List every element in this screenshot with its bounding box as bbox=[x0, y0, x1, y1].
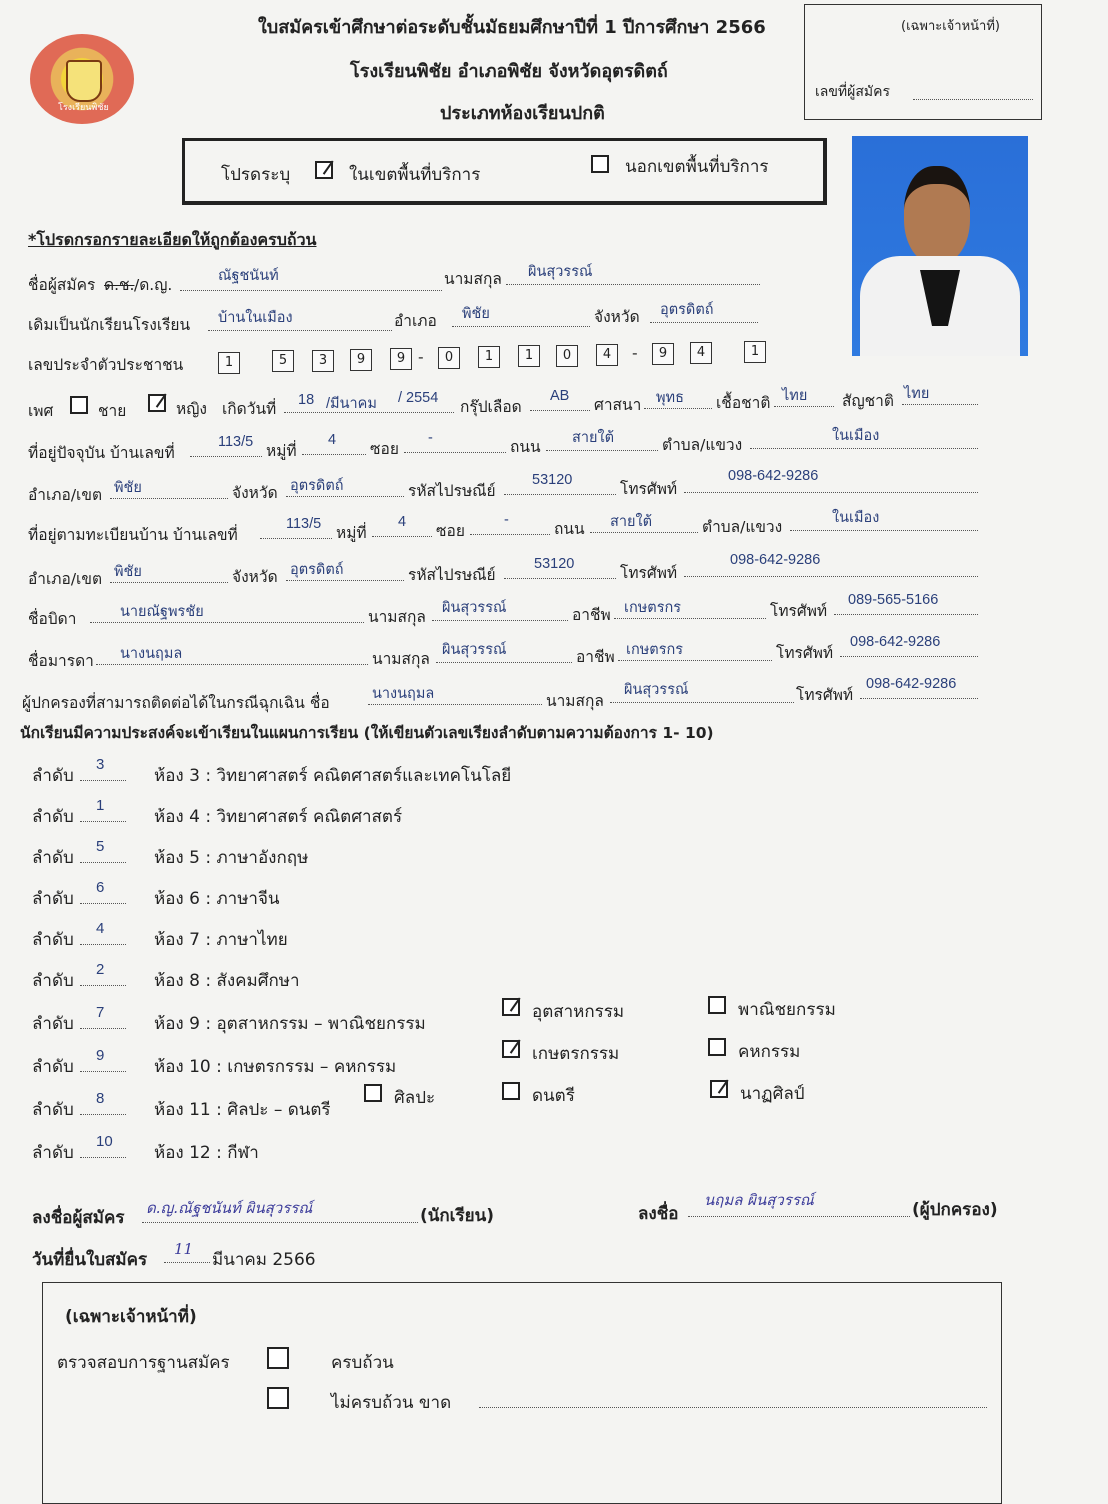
out-area-checkbox[interactable] bbox=[591, 155, 609, 173]
plans-heading: นักเรียนมีความประสงค์จะเข้าเรียนในแผนการเรียน (ให้เขียนตัวเลขเรียงลำดับตามความต้องการ 1- 10) bbox=[20, 724, 714, 742]
id-digit[interactable]: 3 bbox=[312, 350, 334, 372]
plan-order-label: ลำดับ bbox=[32, 889, 74, 909]
check-label: ตรวจสอบการฐานสมัคร bbox=[57, 1353, 230, 1373]
student-suffix: (นักเรียน) bbox=[420, 1206, 494, 1226]
plan-rank-field[interactable]: 1 bbox=[96, 797, 105, 814]
id-digit[interactable]: 9 bbox=[652, 343, 674, 365]
plan-rank-field[interactable]: 3 bbox=[96, 756, 105, 773]
logo-emblem-icon bbox=[66, 60, 102, 102]
name-prefix-struck: ด.ช. bbox=[104, 276, 135, 294]
school-name: โรงเรียนพิชัย อำเภอพิชัย จังหวัดอุตรดิตถ์ bbox=[350, 61, 668, 82]
plan-rank-field[interactable]: 10 bbox=[96, 1133, 113, 1150]
in-area-checkbox[interactable] bbox=[315, 161, 333, 179]
mother-phone-field[interactable]: 098-642-9286 bbox=[850, 634, 941, 650]
religion-label: ศาสนา bbox=[594, 396, 642, 414]
old-province-label: จังหวัด bbox=[594, 308, 640, 326]
home-checkbox[interactable] bbox=[708, 1038, 726, 1056]
official-title: (เฉพาะเจ้าหน้าที่) bbox=[65, 1307, 197, 1327]
reg-moo-line bbox=[372, 536, 432, 537]
current-phone-line bbox=[684, 492, 978, 493]
reg-moo-label: หมู่ที่ bbox=[336, 524, 367, 542]
agri-label: เกษตรกรรม bbox=[532, 1044, 620, 1064]
current-soi-field[interactable]: - bbox=[428, 430, 433, 446]
father-occupation-field[interactable]: เกษตรกร bbox=[624, 600, 682, 616]
mother-name-field[interactable]: นางนฤมล bbox=[120, 646, 183, 662]
art-label: ศิลปะ bbox=[394, 1088, 436, 1108]
old-district-line bbox=[452, 326, 590, 327]
plan-room-label: ห้อง 7 : ภาษาไทย bbox=[154, 930, 288, 950]
id-digit[interactable]: 0 bbox=[556, 345, 578, 367]
drama-label: นาฏศิลป์ bbox=[740, 1084, 805, 1104]
mother-phone-label: โทรศัพท์ bbox=[776, 644, 834, 662]
current-postal-label: รหัสไปรษณีย์ bbox=[408, 482, 496, 500]
applicant-no-field[interactable] bbox=[913, 99, 1033, 100]
plan-rank-line bbox=[80, 821, 126, 822]
agri-checkbox[interactable] bbox=[502, 1040, 520, 1058]
reg-subdistrict-field[interactable]: ในเมือง bbox=[832, 510, 880, 526]
reg-road-label: ถนน bbox=[554, 520, 585, 538]
reg-phone-label: โทรศัพท์ bbox=[620, 564, 678, 582]
current-postal-field[interactable]: 53120 bbox=[532, 472, 573, 488]
surname-label: นามสกุล bbox=[444, 270, 502, 288]
guardian-label: ผู้ปกครองที่สามารถติดต่อได้ในกรณีฉุกเฉิน ชื่อ bbox=[22, 694, 330, 712]
area-selection-box bbox=[182, 138, 827, 205]
plan-room-label: ห้อง 6 : ภาษาจีน bbox=[154, 889, 280, 909]
guardian-signature[interactable]: นฤมล ผินสุวรรณ์ bbox=[704, 1191, 814, 1209]
current-amphoe-field[interactable]: พิชัย bbox=[114, 480, 142, 496]
applicant-signature[interactable]: ด.ญ.ณัฐชนันท์ ผินสุวรรณ์ bbox=[146, 1199, 313, 1217]
applicant-photo bbox=[852, 136, 1028, 356]
current-house-field[interactable]: 113/5 bbox=[218, 434, 254, 450]
plan-rank-line bbox=[80, 944, 126, 945]
industry-label: อุตสาหกรรม bbox=[532, 1002, 625, 1022]
complete-checkbox[interactable] bbox=[267, 1347, 289, 1369]
name-prefix: /ด.ญ. bbox=[134, 276, 173, 294]
out-area-label: นอกเขตพื้นที่บริการ bbox=[625, 157, 769, 177]
father-occupation-label: อาชีพ bbox=[572, 606, 611, 624]
plan-rank-field[interactable]: 8 bbox=[96, 1090, 105, 1107]
id-digit[interactable]: 1 bbox=[744, 341, 766, 363]
drama-checkbox[interactable] bbox=[710, 1080, 728, 1098]
father-surname-line bbox=[432, 620, 568, 621]
mother-surname-label: นามสกุล bbox=[372, 650, 430, 668]
reg-road-field[interactable]: สายใต้ bbox=[610, 514, 652, 530]
religion-field[interactable]: พุทธ bbox=[656, 390, 684, 406]
old-district-field[interactable]: พิชัย bbox=[462, 306, 490, 322]
plan-room-label: ห้อง 11 : ศิลปะ – ดนตรี bbox=[154, 1100, 331, 1120]
plan-rank-field[interactable]: 2 bbox=[96, 961, 105, 978]
name-label: ชื่อผู้สมัคร bbox=[28, 276, 96, 294]
date-label: วันที่ยื่นใบสมัคร bbox=[32, 1250, 148, 1270]
current-province-field[interactable]: อุตรดิตถ์ bbox=[290, 478, 344, 494]
blood-field[interactable]: AB bbox=[550, 388, 570, 404]
reg-province-field[interactable]: อุตรดิตถ์ bbox=[290, 562, 344, 578]
mother-label: ชื่อมารดา bbox=[28, 652, 94, 670]
plan-rank-line bbox=[80, 1028, 126, 1029]
applicant-sign-line bbox=[142, 1222, 418, 1223]
race-label: เชื้อชาติ bbox=[716, 394, 771, 412]
id-digit[interactable]: 5 bbox=[272, 350, 294, 372]
incomplete-reason-field[interactable] bbox=[479, 1407, 987, 1408]
art-checkbox[interactable] bbox=[364, 1084, 382, 1102]
plan-order-label: ลำดับ bbox=[32, 971, 74, 991]
current-moo-field[interactable]: 4 bbox=[328, 432, 337, 448]
music-label: ดนตรี bbox=[532, 1086, 575, 1106]
reg-subdistrict-label: ตำบล/แขวง bbox=[702, 518, 783, 536]
old-province-field[interactable]: อุตรดิตถ์ bbox=[660, 302, 714, 318]
mother-surname-line bbox=[436, 662, 572, 663]
in-area-label: ในเขตพื้นที่บริการ bbox=[349, 165, 481, 185]
current-road-field[interactable]: สายใต้ bbox=[572, 430, 614, 446]
guardian-phone-label: โทรศัพท์ bbox=[796, 686, 854, 704]
reg-soi-field[interactable]: - bbox=[504, 512, 509, 528]
father-phone-label: โทรศัพท์ bbox=[770, 602, 828, 620]
father-name-field[interactable]: นายณัฐพรชัย bbox=[120, 604, 204, 620]
old-school-field[interactable]: บ้านในเมือง bbox=[218, 310, 293, 326]
current-phone-label: โทรศัพท์ bbox=[620, 480, 678, 498]
plan-rank-line bbox=[80, 985, 126, 986]
id-digit[interactable]: 9 bbox=[350, 349, 372, 371]
class-type: ประเภทห้องเรียนปกติ bbox=[440, 103, 605, 124]
reg-soi-label: ซอย bbox=[436, 522, 465, 540]
blood-label: กรุ๊ปเลือด bbox=[460, 398, 522, 416]
old-district-label: อำเภอ bbox=[394, 312, 437, 330]
official-use-box bbox=[804, 4, 1042, 120]
nationality-label: สัญชาติ bbox=[842, 392, 894, 410]
commerce-checkbox[interactable] bbox=[708, 996, 726, 1014]
plan-order-label: ลำดับ bbox=[32, 1143, 74, 1163]
commerce-label: พาณิชยกรรม bbox=[738, 1000, 836, 1020]
plan-rank-field[interactable]: 4 bbox=[96, 920, 105, 937]
mother-occupation-field[interactable]: เกษตรกร bbox=[626, 642, 684, 658]
birth-label: เกิดวันที่ bbox=[222, 400, 277, 418]
id-label: เลขประจำตัวประชาชน bbox=[28, 356, 184, 374]
male-checkbox[interactable] bbox=[70, 396, 88, 414]
nationality-field[interactable]: ไทย bbox=[904, 386, 930, 402]
father-label: ชื่อบิดา bbox=[28, 610, 77, 628]
id-digit[interactable]: 1 bbox=[218, 352, 240, 374]
plan-room-label: ห้อง 10 : เกษตรกรรม – คหกรรม bbox=[154, 1057, 397, 1077]
plan-rank-field[interactable]: 5 bbox=[96, 838, 105, 855]
school-logo bbox=[30, 34, 134, 124]
reg-phone-field[interactable]: 098-642-9286 bbox=[730, 552, 821, 568]
surname-line bbox=[506, 284, 760, 285]
plan-rank-line bbox=[80, 862, 126, 863]
reg-amphoe-field[interactable]: พิชัย bbox=[114, 564, 142, 580]
plan-rank-line bbox=[80, 1114, 126, 1115]
father-phone-line bbox=[834, 614, 978, 615]
form-title: ใบสมัครเข้าศึกษาต่อระดับชั้นมัธยมศึกษาปีที่ 1 ปีการศึกษา 2566 bbox=[258, 17, 766, 38]
male-label: ชาย bbox=[98, 402, 127, 420]
current-moo-line bbox=[302, 454, 366, 455]
plan-order-label: ลำดับ bbox=[32, 1057, 74, 1077]
current-soi-label: ซอย bbox=[370, 440, 399, 458]
plan-room-label: ห้อง 5 : ภาษาอังกฤษ bbox=[154, 848, 309, 868]
old-province-line bbox=[650, 322, 758, 323]
official-check-box bbox=[42, 1282, 1002, 1504]
father-surname-field[interactable]: ผินสุวรรณ์ bbox=[442, 600, 507, 616]
reg-soi-line bbox=[470, 534, 550, 535]
plan-rank-field[interactable]: 9 bbox=[96, 1047, 105, 1064]
incomplete-checkbox[interactable] bbox=[267, 1387, 289, 1409]
area-prompt: โปรดระบุ bbox=[221, 165, 291, 185]
sex-label: เพศ bbox=[28, 402, 54, 420]
mother-phone-line bbox=[840, 656, 978, 657]
current-soi-line bbox=[404, 452, 506, 453]
reg-house-field[interactable]: 113/5 bbox=[286, 516, 322, 532]
date-rest: มีนาคม 2566 bbox=[212, 1250, 316, 1270]
surname-field[interactable]: ผินสุวรรณ์ bbox=[528, 264, 593, 280]
guardian-surname-field[interactable]: ผินสุวรรณ์ bbox=[624, 682, 689, 698]
old-school-line bbox=[208, 330, 392, 331]
id-separator: - bbox=[418, 348, 424, 366]
guardian-sign-label: ลงชื่อ bbox=[638, 1204, 679, 1224]
current-subdistrict-label: ตำบล/แขวง bbox=[662, 436, 743, 454]
plan-room-label: ห้อง 9 : อุตสาหกรรม – พาณิชยกรรม bbox=[154, 1014, 426, 1034]
first-name-field[interactable]: ณัฐชนันท์ bbox=[218, 268, 279, 284]
date-day-line bbox=[164, 1262, 210, 1263]
plan-rank-line bbox=[80, 1071, 126, 1072]
id-digit[interactable]: 1 bbox=[518, 345, 540, 367]
current-subdistrict-line bbox=[750, 448, 978, 449]
reg-subdistrict-line bbox=[790, 530, 978, 531]
plan-room-label: ห้อง 4 : วิทยาศาสตร์ คณิตศาสตร์ bbox=[154, 807, 403, 827]
current-postal-line bbox=[504, 494, 616, 495]
applicant-sign-label: ลงชื่อผู้สมัคร bbox=[32, 1208, 125, 1228]
date-day-field[interactable]: 11 bbox=[174, 1240, 194, 1258]
current-road-label: ถนน bbox=[510, 438, 541, 456]
first-name-line bbox=[180, 290, 442, 291]
applicant-no-label: เลขที่ผู้สมัคร bbox=[815, 84, 891, 100]
current-address-label: ที่อยู่ปัจจุบัน บ้านเลขที่ bbox=[28, 444, 175, 462]
current-house-line bbox=[190, 456, 262, 457]
reg-amphoe-label: อำเภอ/เขต bbox=[28, 570, 103, 588]
plan-room-label: ห้อง 8 : สังคมศึกษา bbox=[154, 971, 300, 991]
plan-order-label: ลำดับ bbox=[32, 1100, 74, 1120]
reg-address-label: ที่อยู่ตามทะเบียนบ้าน บ้านเลขที่ bbox=[28, 526, 238, 544]
current-amphoe-label: อำเภอ/เขต bbox=[28, 486, 103, 504]
plan-rank-field[interactable]: 6 bbox=[96, 879, 105, 896]
female-label: หญิง bbox=[176, 400, 207, 418]
music-checkbox[interactable] bbox=[502, 1082, 520, 1100]
current-phone-field[interactable]: 098-642-9286 bbox=[728, 468, 819, 484]
birth-year-field[interactable]: / 2554 bbox=[398, 390, 439, 406]
plan-rank-line bbox=[80, 1157, 126, 1158]
reg-postal-label: รหัสไปรษณีย์ bbox=[408, 566, 496, 584]
guardian-phone-field[interactable]: 098-642-9286 bbox=[866, 676, 957, 692]
reg-phone-line bbox=[684, 576, 978, 577]
id-digit[interactable]: 4 bbox=[690, 342, 712, 364]
current-subdistrict-field[interactable]: ในเมือง bbox=[832, 428, 880, 444]
father-phone-field[interactable]: 089-565-5166 bbox=[848, 592, 939, 608]
reg-province-label: จังหวัด bbox=[232, 568, 278, 586]
guardian-surname-label: นามสกุล bbox=[546, 692, 604, 710]
father-surname-label: นามสกุล bbox=[368, 608, 426, 626]
female-checkbox[interactable] bbox=[148, 394, 166, 412]
old-school-label: เดิมเป็นนักเรียนโรงเรียน bbox=[28, 316, 191, 334]
birth-month-field[interactable]: /มีนาคม bbox=[326, 396, 377, 412]
current-road-line bbox=[546, 450, 658, 451]
photo-face bbox=[904, 166, 970, 264]
official-box-title: (เฉพาะเจ้าหน้าที่) bbox=[901, 19, 1000, 34]
reg-house-line bbox=[260, 538, 332, 539]
plan-order-label: ลำดับ bbox=[32, 1014, 74, 1034]
guardian-sign-line bbox=[688, 1216, 910, 1217]
industry-checkbox[interactable] bbox=[502, 998, 520, 1016]
home-label: คหกรรม bbox=[738, 1042, 801, 1062]
current-moo-label: หมู่ที่ bbox=[266, 442, 297, 460]
reg-postal-line bbox=[504, 578, 616, 579]
blood-line bbox=[530, 410, 590, 411]
plan-rank-line bbox=[80, 903, 126, 904]
guardian-surname-line bbox=[610, 702, 794, 703]
reg-postal-field[interactable]: 53120 bbox=[534, 556, 575, 572]
plan-order-label: ลำดับ bbox=[32, 807, 74, 827]
plan-room-label: ห้อง 3 : วิทยาศาสตร์ คณิตศาสตร์และเทคโนโลยี bbox=[154, 766, 512, 786]
birth-day-field[interactable]: 18 bbox=[298, 392, 315, 408]
plan-order-label: ลำดับ bbox=[32, 848, 74, 868]
guardian-suffix: (ผู้ปกครอง) bbox=[912, 1200, 998, 1220]
guardian-phone-line bbox=[860, 698, 978, 699]
id-digit[interactable]: 1 bbox=[478, 346, 500, 368]
plan-rank-line bbox=[80, 780, 126, 781]
plan-room-label: ห้อง 12 : กีฬา bbox=[154, 1143, 259, 1163]
plan-order-label: ลำดับ bbox=[32, 930, 74, 950]
mother-surname-field[interactable]: ผินสุวรรณ์ bbox=[442, 642, 507, 658]
incomplete-label: ไม่ครบถ้วน ขาด bbox=[331, 1393, 452, 1413]
id-digit[interactable]: 4 bbox=[596, 344, 618, 366]
complete-label: ครบถ้วน bbox=[331, 1353, 394, 1373]
logo-text: โรงเรียนพิชัย bbox=[58, 103, 109, 113]
guardian-name-field[interactable]: นางนฤมล bbox=[372, 686, 435, 702]
plan-order-label: ลำดับ bbox=[32, 766, 74, 786]
id-digit[interactable]: 9 bbox=[390, 348, 412, 370]
instruction: *โปรดกรอกรายละเอียดให้ถูกต้องครบถ้วน bbox=[28, 230, 317, 249]
id-separator: - bbox=[632, 344, 638, 362]
plan-rank-field[interactable]: 7 bbox=[96, 1004, 105, 1021]
id-digit[interactable]: 0 bbox=[438, 347, 460, 369]
reg-moo-field[interactable]: 4 bbox=[398, 514, 407, 530]
current-province-label: จังหวัด bbox=[232, 484, 278, 502]
mother-occupation-label: อาชีพ bbox=[576, 648, 615, 666]
race-field[interactable]: ไทย bbox=[782, 388, 808, 404]
